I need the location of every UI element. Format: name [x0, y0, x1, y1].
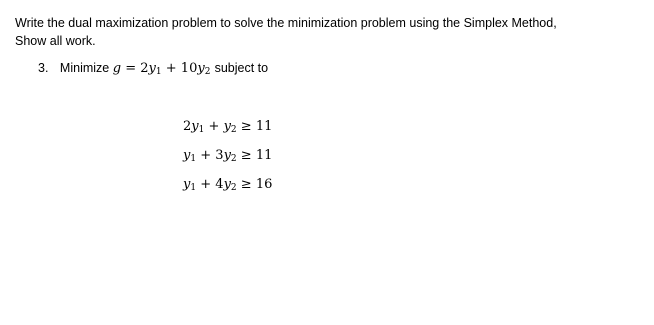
plus-sign: + — [200, 177, 212, 192]
var-y: y — [223, 148, 231, 163]
plus-sign: + — [200, 148, 212, 163]
plus-sign: + — [165, 61, 177, 76]
var-y: y — [223, 177, 231, 192]
var-y: y — [223, 119, 231, 134]
constraint-rhs: 11 — [255, 148, 273, 163]
problem-number: 3. — [38, 61, 49, 75]
subscript: 1 — [190, 183, 197, 193]
constraint-row — [183, 147, 272, 176]
var-y: y — [197, 61, 205, 76]
constraint-coef-1: 2 — [183, 119, 192, 134]
problem-statement — [38, 61, 268, 76]
instruction-line-1: Write the dual maximization problem to solve the minimization problem using the Simplex Method, — [15, 16, 557, 30]
constraint-row — [183, 176, 272, 205]
var-y: y — [183, 148, 191, 163]
constraint-relation: ≥ — [240, 148, 252, 163]
instructions — [15, 14, 557, 50]
subscript: 1 — [190, 154, 197, 164]
objective-coef-2: 10 — [180, 61, 198, 76]
var-y: y — [148, 61, 156, 76]
constraint-relation: ≥ — [240, 177, 252, 192]
subscript: 2 — [230, 154, 237, 164]
var-y: y — [183, 177, 191, 192]
plus-sign: + — [208, 119, 220, 134]
problem-lead: Minimize — [59, 61, 110, 75]
constraint-coef-2: 4 — [215, 177, 224, 192]
problem-tail: subject to — [214, 61, 269, 75]
subscript: 2 — [230, 125, 237, 135]
constraint-rhs: 16 — [255, 177, 273, 192]
instruction-line-2: Show all work. — [15, 34, 96, 48]
constraint-list — [183, 118, 272, 205]
objective-relation: = — [125, 61, 137, 76]
subscript: 2 — [204, 67, 211, 77]
constraint-coef-2: 3 — [215, 148, 224, 163]
constraint-row — [183, 118, 272, 147]
subscript: 1 — [198, 125, 205, 135]
var-y: y — [191, 119, 199, 134]
objective-coef-1: 2 — [140, 61, 149, 76]
objective-variable: g — [112, 61, 122, 76]
constraint-rhs: 11 — [255, 119, 273, 134]
subscript: 2 — [230, 183, 237, 193]
subscript: 1 — [155, 67, 162, 77]
constraint-relation: ≥ — [240, 119, 252, 134]
objective-function — [113, 61, 215, 76]
